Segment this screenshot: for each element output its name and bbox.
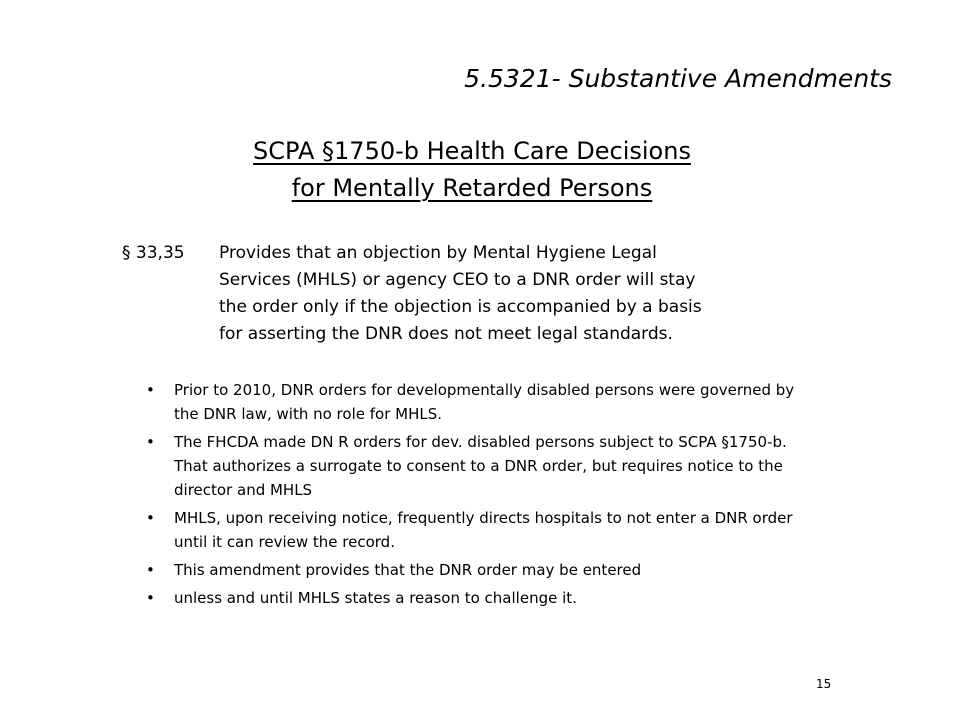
bullet-line: That authorizes a surrogate to consent to a DNR order, but requires notice to the	[174, 457, 783, 475]
bullet-line: until it can review the record.	[174, 533, 395, 551]
bullet-marker: •	[146, 509, 155, 527]
bullet-item	[146, 506, 906, 554]
section-line: Services (MHLS) or agency CEO to a DNR order will stay	[219, 270, 696, 290]
section-line: for asserting the DNR does not meet legal standards.	[219, 324, 673, 344]
slide-title	[0, 133, 944, 207]
bullet-line: Prior to 2010, DNR orders for developmentally disabled persons were governed by	[174, 381, 795, 399]
bullet-marker: •	[146, 381, 155, 399]
bullet-line: This amendment provides that the DNR order may be entered	[174, 561, 642, 579]
bullet-item	[146, 430, 906, 502]
section-reference: § 33,35	[122, 243, 185, 263]
title-line-2: for Mentally Retarded Persons	[291, 174, 653, 202]
bullet-marker: •	[146, 589, 155, 607]
bullet-item	[146, 378, 906, 426]
bullet-line: unless and until MHLS states a reason to challenge it.	[174, 589, 577, 607]
bullet-line: the DNR law, with no role for MHLS.	[174, 405, 442, 423]
bullet-marker: •	[146, 561, 155, 579]
section-description	[219, 240, 759, 348]
bullet-marker: •	[146, 433, 155, 451]
section-line: Provides that an objection by Mental Hygiene Legal	[219, 243, 657, 263]
section-line: the order only if the objection is accompanied by a basis	[219, 297, 702, 317]
bullet-list	[146, 378, 906, 614]
bullet-line: The FHCDA made DN R orders for dev. disabled persons subject to SCPA §1750-b.	[174, 433, 787, 451]
bullet-item	[146, 586, 906, 610]
bullet-line: director and MHLS	[174, 481, 313, 499]
bullet-item	[146, 558, 906, 582]
title-line-1: SCPA §1750-b Health Care Decisions	[253, 137, 691, 165]
slide-header: 5.5321- Substantive Amendments	[464, 64, 892, 93]
bullet-line: MHLS, upon receiving notice, frequently directs hospitals to not enter a DNR order	[174, 509, 793, 527]
page-number: 15	[816, 677, 832, 691]
